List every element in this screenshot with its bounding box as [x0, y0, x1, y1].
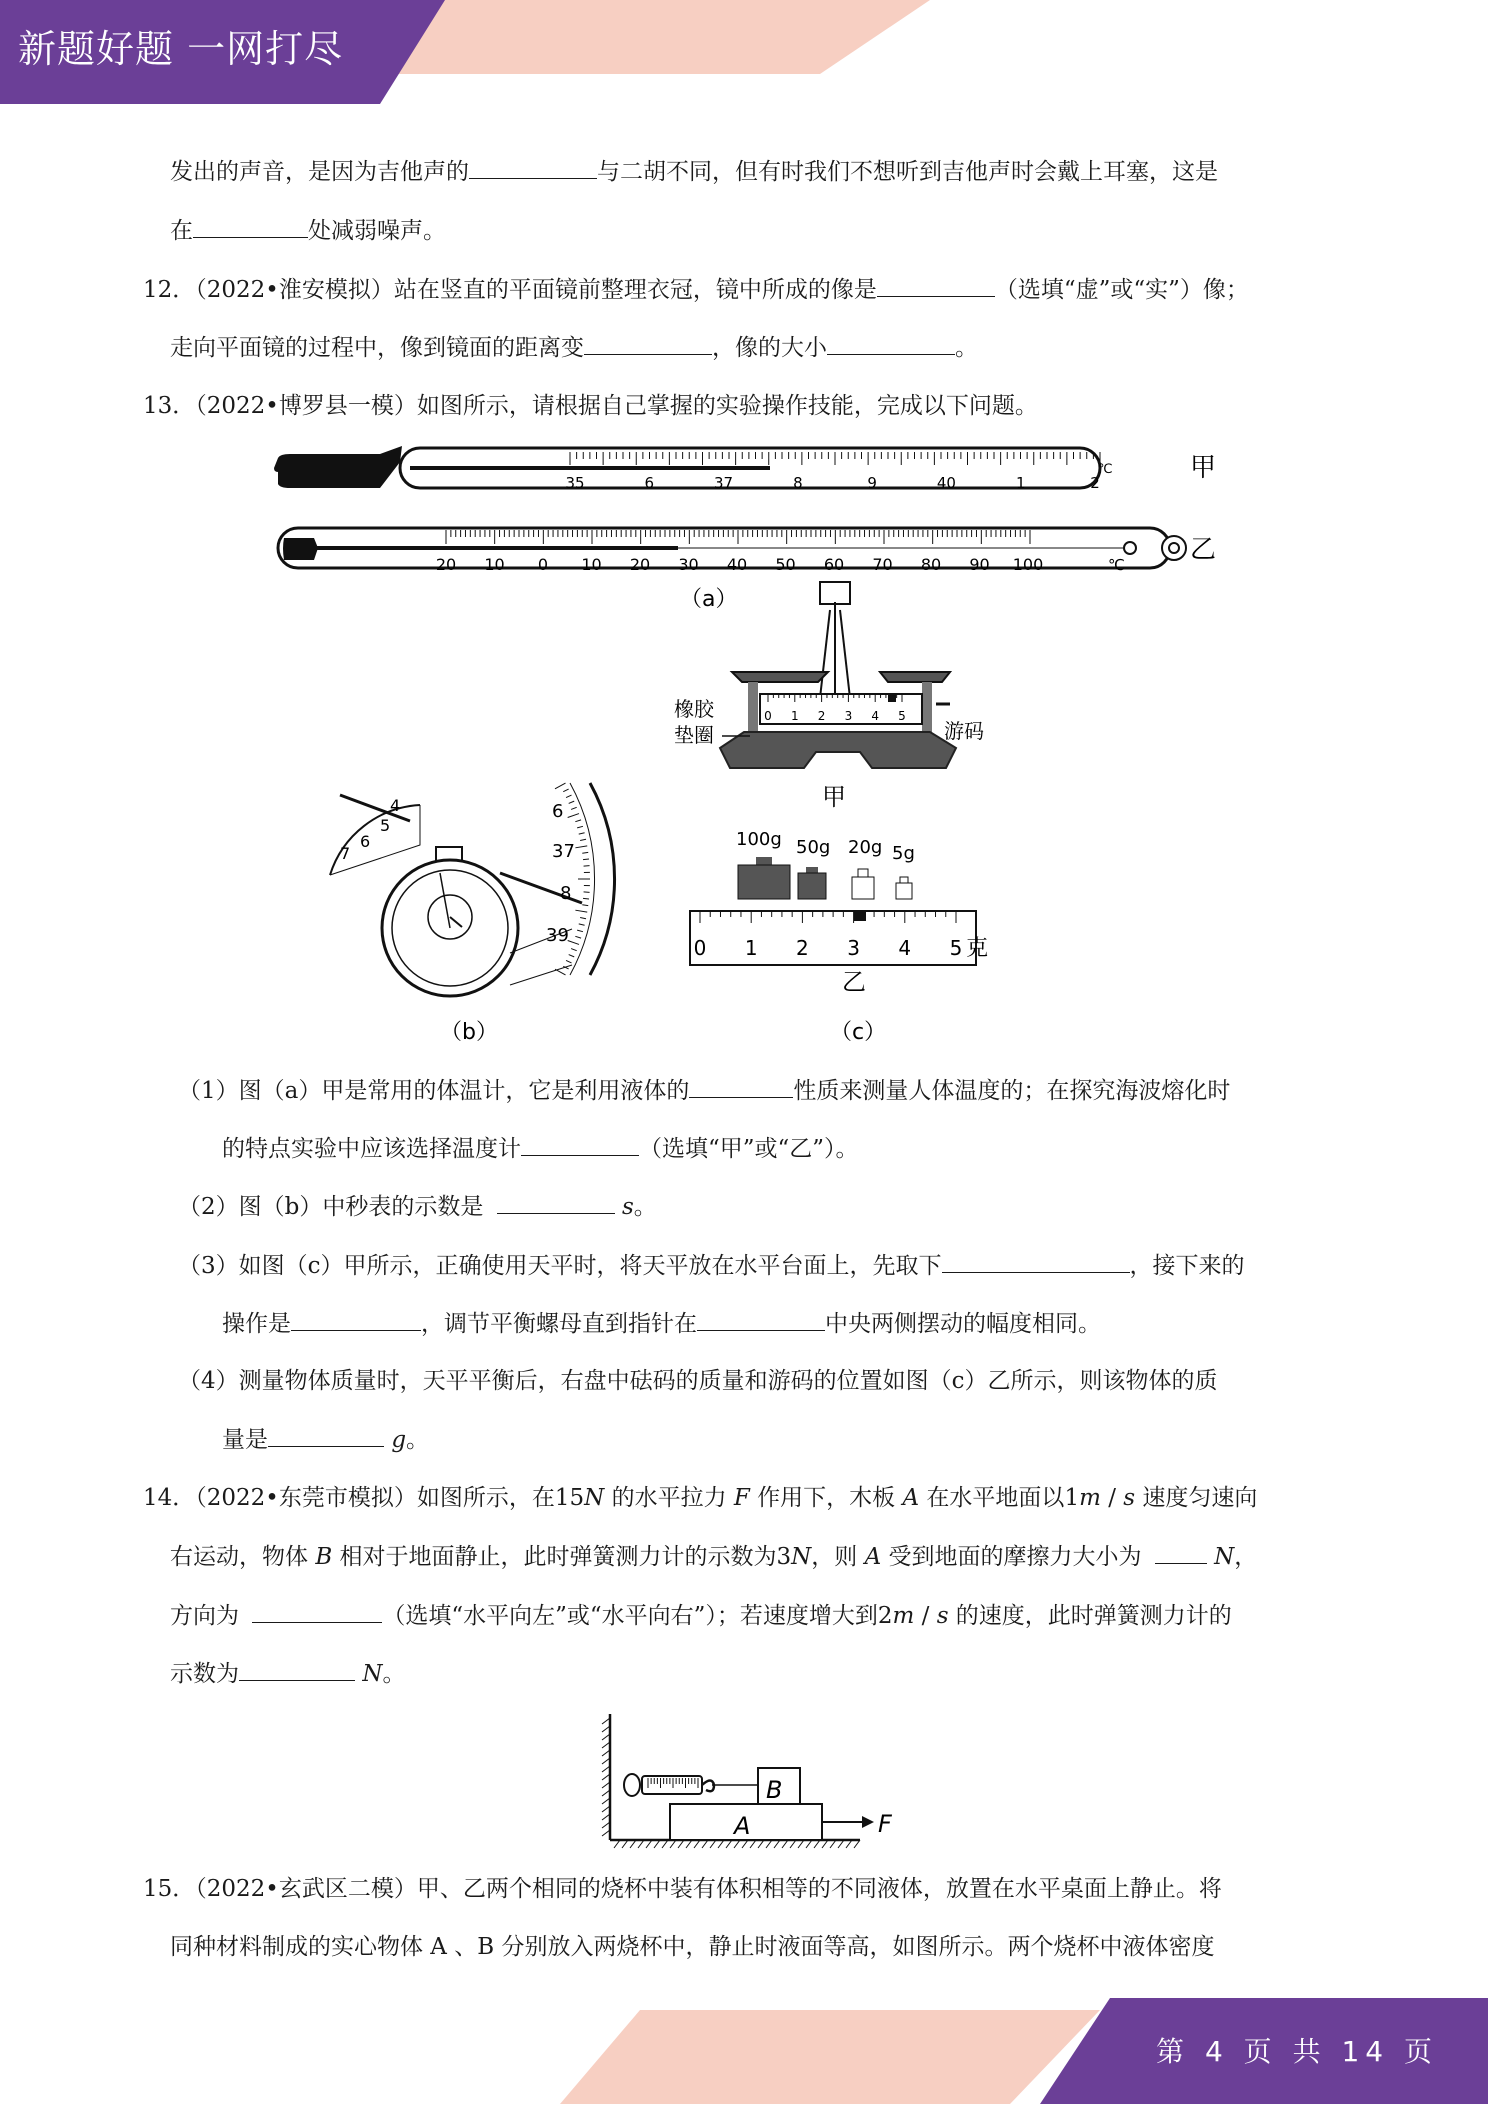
dial-tick: [571, 949, 577, 951]
thermometer-jia-unit: ℃: [1098, 462, 1113, 477]
q14-line-2: 右运动，物体 B 相对于地面静止，此时弹簧测力计的示数为3N，则 A 受到地面的摩擦力大小为 N，: [170, 1541, 1257, 1572]
answer-blank[interactable]: [1155, 1541, 1207, 1564]
spring-scale-ring: [624, 1774, 640, 1796]
dial-tick: [580, 839, 586, 840]
balance-beam-scale-label: 5: [898, 709, 906, 723]
rider-scale-label: 1: [744, 936, 758, 960]
rider-scale-label: 4: [898, 936, 912, 960]
dial-tick: [582, 852, 588, 853]
q14-line-1: 14．（2022•东莞市模拟）如图所示，在15N 的水平拉力 F 作用下，木板 A 在水平地面以1m / s 速度匀速向: [143, 1485, 1258, 1511]
figure-b-stopwatch: [320, 775, 640, 1050]
balance-rider: [888, 694, 896, 702]
figure-c-label-jia: 甲: [822, 783, 846, 811]
dial-tick: [575, 820, 581, 822]
dial-tick: [569, 955, 575, 957]
dial-tick: [569, 801, 575, 803]
dial-tick: [575, 846, 587, 848]
dial-tick: [575, 910, 587, 912]
thermometer-yi-scale-label: 20: [629, 555, 651, 574]
q13-p4-line-1: （4）测量物体质量时，天平平衡后，右盘中砝码的质量和游码的位置如图（c）乙所示，则该物体的质: [178, 1368, 1218, 1394]
weight-label-50g: 50g: [796, 837, 831, 858]
answer-blank[interactable]: [942, 1250, 1130, 1273]
weight-100g: [756, 857, 772, 865]
q13-p3-line-1: （3）如图（c）甲所示，正确使用天平时，将天平放在水平台面上，先取下 ，接下来的: [178, 1250, 1245, 1281]
weight-label-100g: 100g: [736, 829, 782, 850]
balance-beam-scale-label: 3: [844, 709, 853, 723]
thermometer-jia-scale-label: 37: [714, 474, 734, 492]
small-dial-label-5: 5: [380, 816, 391, 835]
thermometer-yi-scale-label: 50: [775, 555, 796, 574]
thermometer-yi: [278, 528, 1186, 574]
answer-blank[interactable]: [291, 1308, 421, 1331]
q11-line-2: 在 处减弱噪声。: [170, 215, 446, 246]
weight-label-20g: 20g: [848, 837, 883, 858]
big-dial-label-8: 8: [560, 883, 572, 904]
rubber-label-2: 垫圈: [674, 723, 714, 747]
dial-tick: [571, 807, 577, 809]
rider-scale-label: 0: [693, 936, 707, 960]
thermometer-yi-scale-label: 10: [581, 555, 602, 574]
force-label: F: [878, 1810, 892, 1838]
figure-c-label-yi: 乙: [842, 968, 866, 996]
dial-tick: [563, 789, 568, 792]
answer-blank[interactable]: [827, 332, 955, 355]
balance-beam-scale-label: 0: [764, 709, 772, 723]
thermometer-jia-scale-label: 8: [793, 474, 803, 492]
q13-p1-line-2: 的特点实验中应该选择温度计 （选填“甲”或“乙”）。: [222, 1133, 859, 1164]
dial-tick: [577, 826, 583, 828]
q13-p2: （2）图（b）中秒表的示数是 s。: [178, 1191, 657, 1222]
q15-line-2: 同种材料制成的实心物体 A 、B 分别放入两烧杯中，静止时液面等高，如图所示。两个烧杯中液体密度: [170, 1934, 1215, 1960]
figure-a-label-jia: 甲: [1190, 453, 1217, 483]
q13-p4-line-2: 量是 g。: [222, 1424, 429, 1455]
thermometer-yi-scale-label: 0: [537, 555, 549, 574]
rider-label: 游码: [944, 719, 984, 743]
dial-tick: [582, 905, 588, 906]
small-dial-label-7: 7: [340, 844, 351, 863]
figure-q14-spring-board: [600, 1710, 910, 1850]
small-dial-label-4: 4: [390, 796, 401, 815]
figure-b-caption: （b）: [440, 1020, 498, 1045]
answer-blank[interactable]: [252, 1600, 382, 1623]
q12-line-1: 12．（2022•淮安模拟）站在竖直的平面镜前整理衣冠，镜中所成的像是 （选填“虚”或“实”）像；: [143, 274, 1249, 305]
q12-line-2: 走向平面镜的过程中，像到镜面的距离变 ，像的大小 。: [170, 332, 978, 363]
dial-tick: [566, 960, 571, 963]
answer-blank[interactable]: [268, 1424, 384, 1447]
scale-unit: 克: [966, 936, 989, 961]
rider-scale-label: 5: [949, 936, 963, 960]
q15-line-1: 15．（2022•玄武区二模）甲、乙两个相同的烧杯中装有体积相等的不同液体，放置在水平桌面上静止。将: [143, 1876, 1222, 1902]
balance-beam-scale-label: 2: [817, 709, 826, 723]
page-number: 第 4 页 共 14 页: [1156, 2035, 1438, 2068]
header-title: 新题好题 一网打尽: [18, 27, 344, 71]
answer-blank[interactable]: [689, 1075, 793, 1098]
thermometer-jia-scale-label: 1: [1015, 474, 1026, 492]
figure-c-caption: （c）: [830, 1020, 887, 1045]
weight-label-5g: 5g: [892, 843, 915, 864]
answer-blank[interactable]: [877, 274, 995, 297]
rider-scale-label: 2: [796, 936, 809, 960]
answer-blank[interactable]: [584, 332, 712, 355]
dial-tick: [580, 918, 586, 919]
weight-20g: [858, 869, 868, 877]
dial-tick: [579, 924, 585, 925]
big-dial-label-6: 6: [552, 801, 564, 822]
q14-line-4: 示数为 N。: [170, 1658, 405, 1689]
q13-stem: 13．（2022•博罗县一模）如图所示，请根据自己掌握的实验操作技能，完成以下问题。: [143, 393, 1038, 419]
thermometer-yi-scale-label: 60: [823, 555, 845, 574]
thermometer-yi-scale-label: 40: [726, 555, 748, 574]
weight-50g: [806, 867, 818, 873]
figure-c-balance: [660, 580, 990, 820]
figure-a-label-yi: 乙: [1190, 535, 1217, 565]
force-arrow: [862, 1816, 874, 1828]
dial-tick: [577, 930, 583, 932]
thermometer-jia-scale-label: 2: [1090, 474, 1100, 492]
answer-blank[interactable]: [521, 1133, 639, 1156]
dial-tick: [583, 859, 589, 860]
thermometer-yi-scale-label: 20: [435, 555, 457, 574]
q13-p3-line-2: 操作是 ，调节平衡螺母直到指针在 中央两侧摆动的幅度相同。: [222, 1308, 1101, 1339]
footer-peach-stripe: [560, 2010, 1100, 2104]
dial-tick: [568, 941, 579, 945]
thermometer-yi-scale-label: 80: [920, 555, 942, 574]
thermometer-yi-scale-label: 90: [969, 555, 990, 574]
dial-tick: [555, 783, 566, 789]
figure-c-weights: [680, 815, 1010, 1055]
dial-tick: [568, 814, 579, 818]
rider-scale-label: 3: [847, 936, 860, 960]
thermometer-jia-scale-label: 6: [644, 474, 655, 492]
block-b-label: B: [766, 1776, 783, 1804]
small-dial-label-6: 6: [360, 832, 371, 851]
figure-a-caption: （a）: [680, 587, 738, 612]
thermometer-yi-unit: ℃: [1108, 556, 1125, 574]
answer-blank[interactable]: [193, 215, 308, 238]
thermometer-yi-scale-label: 70: [872, 555, 893, 574]
rider-position: [854, 911, 866, 921]
rubber-label-1: 橡胶: [674, 697, 714, 721]
big-dial-label-37: 37: [552, 841, 575, 862]
dial-tick: [579, 833, 585, 834]
thermometer-jia: [274, 446, 1113, 492]
q14-line-3: 方向为 （选填“水平向左”或“水平向右”）；若速度增大到2m / s 的速度，此时弹簧测力计的: [170, 1600, 1232, 1631]
answer-blank[interactable]: [697, 1308, 825, 1331]
answer-blank[interactable]: [239, 1658, 355, 1681]
balance-beam-scale-label: 1: [790, 709, 799, 723]
board-a-label: A: [734, 1812, 751, 1840]
dial-tick: [583, 898, 589, 899]
q11-line-1: 发出的声音，是因为吉他声的 与二胡不同，但有时我们不想听到吉他声时会戴上耳塞，这是: [170, 156, 1218, 187]
thermometer-jia-scale-label: 35: [565, 474, 585, 492]
thermometer-yi-scale-label: 30: [678, 555, 699, 574]
q13-p1-line-1: （1）图（a）甲是常用的体温计，它是利用液体的 性质来测量人体温度的；在探究海波熔化时: [178, 1075, 1230, 1106]
answer-blank[interactable]: [469, 156, 597, 179]
answer-blank[interactable]: [497, 1191, 615, 1214]
dial-tick: [566, 795, 571, 798]
thermometer-jia-scale-label: 40: [936, 474, 956, 492]
thermometer-jia-scale-label: 9: [867, 474, 877, 492]
weight-5g: [900, 877, 908, 883]
dial-tick: [575, 936, 581, 938]
balance-beam-scale-label: 4: [871, 709, 880, 723]
big-dial-label-39: 39: [546, 925, 569, 946]
thermometer-yi-scale-label: 100: [1012, 555, 1044, 574]
thermometer-yi-scale-label: 10: [484, 555, 505, 574]
